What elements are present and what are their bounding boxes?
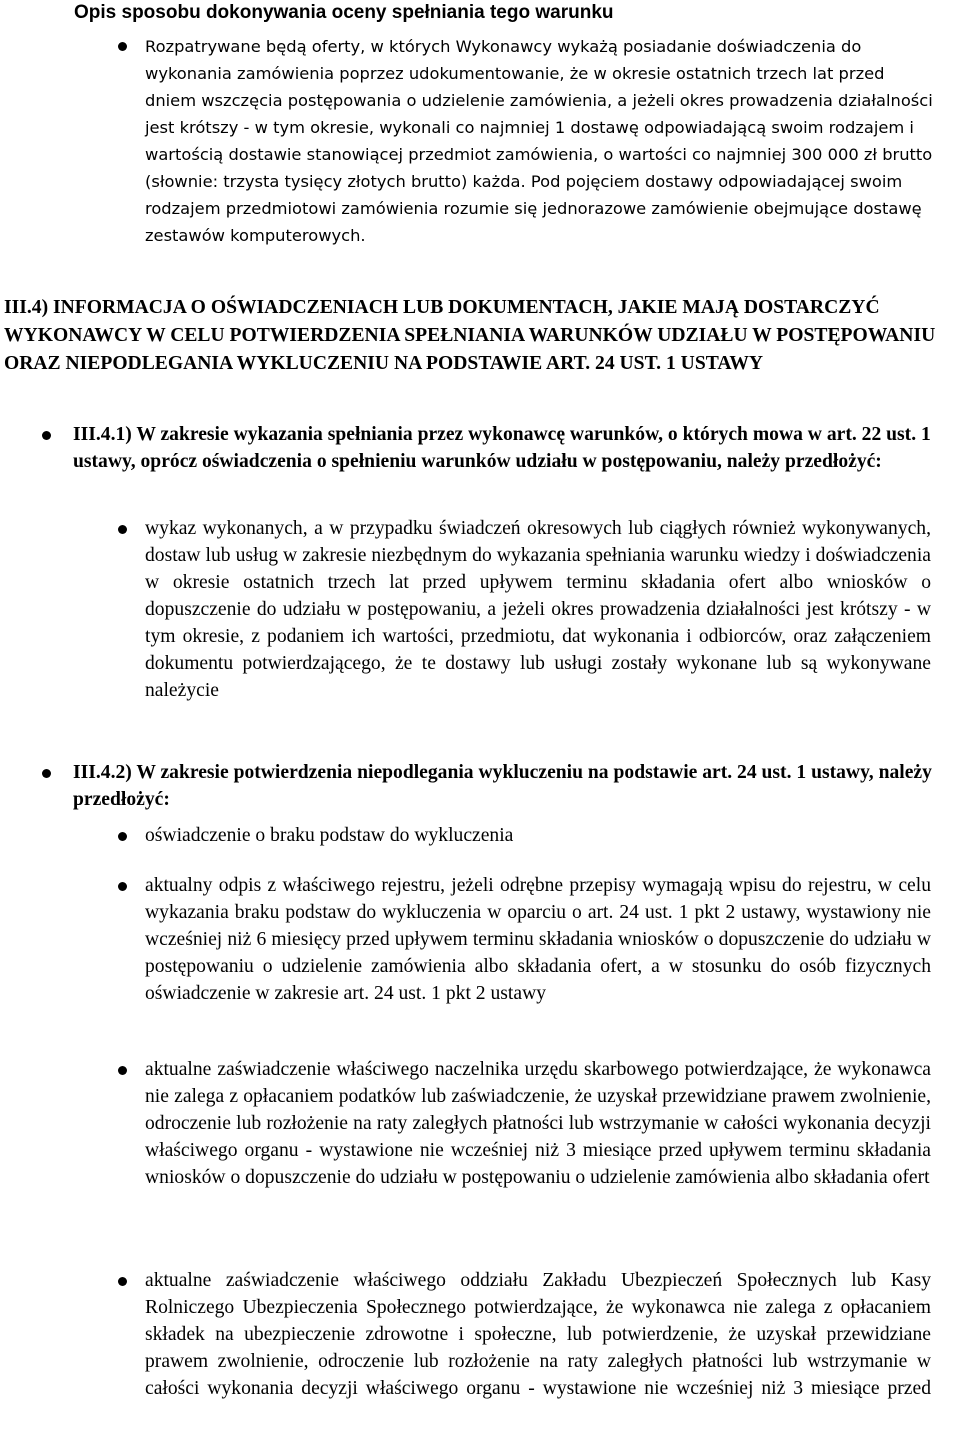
bullet-marker (118, 42, 127, 51)
bullet-marker (118, 1066, 127, 1075)
bullet-marker (118, 832, 127, 841)
list-item: aktualny odpis z właściwego rejestru, jeżeli odrębne przepisy wymagają wpisu do rejestru, w celu wykazania braku podstaw do wykluczenia w oparciu o art. 24 ust. 1 pkt 2 ustawy, wystawiony nie wcześniej niż 6 miesięcy przed upływem terminu składania wniosków o dopuszczenie do udziału w postępowaniu o udzielenie zamówienia albo składania ofert, a w stosunku do osób fizycznych oświadczenie w zakresie art. 24 ust. 1 pkt 2 ustawy (145, 875, 931, 1004)
bullet-marker (118, 525, 127, 534)
condition-description: Rozpatrywane będą oferty, w których Wykonawcy wykażą posiadanie doświadczenia do wykonania zamówienia poprzez udokumentowanie, że w okresie ostatnich trzech lat przed dniem wszczęcia postępowania o udzielenie zamówienia, a jeżeli okres prowadzenia działalności jest krótszy - w tym okresie, wykonali co najmniej 1 dostawę odpowiadającą swoim rodzajem i wartością dostawie stanowiącej przedmiot zamówienia, o wartości co najmniej 300 000 zł brutto (słownie: trzysta tysięcy złotych brutto) każda. Pod pojęciem dostawy odpowiadającej swoim rodzajem przedmiotowi zamówienia rozumie się jednorazowe zamówienie obejmujące dostawę zestawów komputerowych. (145, 37, 933, 245)
subsection-1-heading: III.4.1) W zakresie wykazania spełniania przez wykonawcę warunków, o których mowa w art. 22 ust. 1 ustawy, oprócz oświadczenia o spełnieniu warunków udziału w postępowaniu, należy przedłożyć: (73, 424, 931, 472)
section-title: Opis sposobu dokonywania oceny spełniania tego warunku (74, 2, 614, 23)
bullet-marker (42, 769, 51, 778)
list-item: oświadczenie o braku podstaw do wykluczenia (145, 825, 514, 846)
list-item: aktualne zaświadczenie właściwego oddziału Zakładu Ubezpieczeń Społecznych lub Kasy Rolniczego Ubezpieczenia Społecznego potwierdzające, że wykonawca nie zalega z opłacaniem składek na ubezpieczenie zdrowotne i społeczne, lub potwierdzenie, że uzyskał przewidziane prawem zwolnienie, odroczenie lub rozłożenie na raty zaległych płatności lub wstrzymanie w całości wykonania decyzji właściwego organu - wystawione nie wcześniej niż 3 miesiące przed (145, 1270, 931, 1399)
bullet-marker (118, 882, 127, 891)
bullet-marker (118, 1277, 127, 1286)
list-item: wykaz wykonanych, a w przypadku świadczeń okresowych lub ciągłych również wykonywanych, dostaw lub usług w zakresie niezbędnym do wykazania spełniania warunku wiedzy i doświadczenia w okresie ostatnich trzech lat przed upływem terminu składania ofert albo wniosków o dopuszczenie do udziału w postępowaniu, a jeżeli okres prowadzenia działalności jest krótszy - w tym okresie, z podaniem ich wartości, przedmiotu, dat wykonania i odbiorców, oraz załączeniem dokumentu potwierdzającego, że te dostawy lub usługi zostały wykonane lub są wykonywane należycie (145, 518, 931, 701)
bullet-marker (42, 431, 51, 440)
main-heading: III.4) INFORMACJA O OŚWIADCZENIACH LUB DOKUMENTACH, JAKIE MAJĄ DOSTARCZYĆ WYKONAWCY W CELU POTWIERDZENIA SPEŁNIANIA WARUNKÓW UDZIAŁU W POSTĘPOWANIU ORAZ NIEPODLEGANIA WYKLUCZENIU NA PODSTAWIE ART. 24 UST. 1 USTAWY (4, 297, 936, 374)
list-item: aktualne zaświadczenie właściwego naczelnika urzędu skarbowego potwierdzające, że wykonawca nie zalega z opłacaniem podatków lub zaświadczenie, że uzyskał przewidziane prawem zwolnienie, odroczenie lub rozłożenie na raty zaległych płatności lub wstrzymanie w całości wykonania decyzji właściwego organu - wystawione nie wcześniej niż 3 miesiące przed upływem terminu składania wniosków o dopuszczenie do udziału w postępowaniu o udzielenie zamówienia albo składania ofert (145, 1059, 931, 1188)
subsection-2-heading: III.4.2) W zakresie potwierdzenia niepodlegania wykluczeniu na podstawie art. 24 ust. 1 ustawy, należy przedłożyć: (73, 762, 932, 810)
